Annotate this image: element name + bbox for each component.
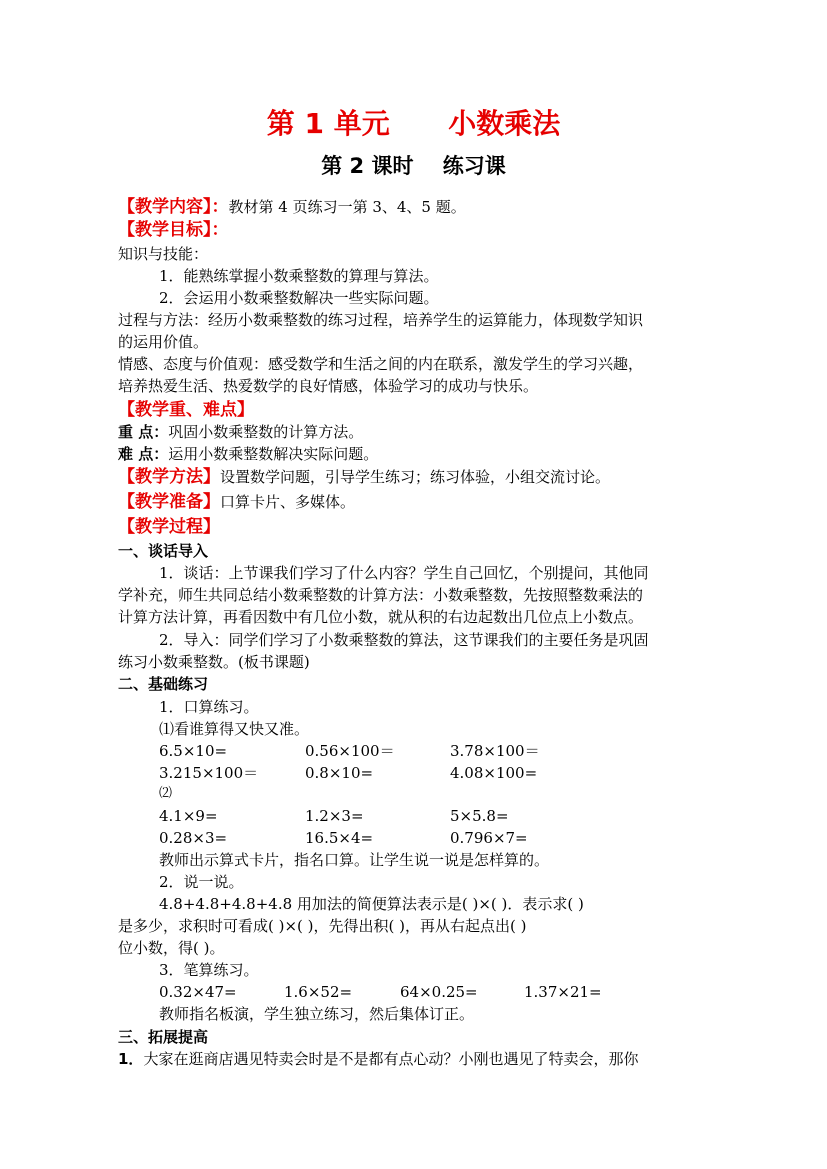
section-1-para-2-line-2: 练习小数乘整数。(板书课题)	[118, 653, 310, 671]
oral-problem: 0.56×100＝	[305, 742, 395, 760]
lesson-title: 第 2 课时 练习课	[321, 154, 506, 178]
oral-problem: 3.78×100＝	[450, 742, 540, 760]
key-point-text: 巩固小数乘整数的计算方法。	[168, 423, 364, 441]
knowledge-label: 知识与技能：	[118, 245, 209, 263]
emotion-goal-line-1: 情感、态度与价值观：感受数学和生活之间的内在联系，激发学生的学习兴趣，	[118, 355, 644, 373]
method-header	[118, 465, 610, 489]
say-line-2: 是多少，求积时可看成( )×( )，先得出积( )，再从右起点出( )	[118, 917, 527, 935]
knowledge-item-2: 2．会运用小数乘整数解决一些实际问题。	[159, 289, 439, 307]
written-problem: 0.32×47=	[159, 983, 237, 1001]
difficult-point-text: 运用小数乘整数解决实际问题。	[168, 445, 379, 463]
written-problem: 1.6×52=	[284, 983, 353, 1001]
oral-problem: 4.1×9=	[159, 807, 218, 825]
goals-header: 【教学目标】：	[118, 220, 229, 240]
oral-problem: 0.796×7=	[450, 829, 528, 847]
oral-practice-item: 1．口算练习。	[159, 698, 259, 716]
say-item: 2．说一说。	[159, 873, 244, 891]
oral-practice-sub-1: ⑴看谁算得又快又准。	[159, 720, 310, 738]
oral-problem: 16.5×4=	[305, 829, 374, 847]
section-1-para-1-line-3: 计算方法计算，再看因数中有几位小数，就从积的右边起数出几位点上小数点。	[118, 608, 644, 626]
section-3-para-1-number: 1．	[118, 1050, 144, 1068]
oral-problem: 0.8×10=	[305, 764, 374, 782]
process-goal-line-2: 的运用价值。	[118, 333, 209, 351]
difficult-point-label: 难 点：	[118, 445, 169, 463]
prep-text: 口算卡片、多媒体。	[220, 493, 356, 511]
key-point-label: 重 点：	[118, 423, 169, 441]
difficult-point-line	[118, 443, 378, 465]
say-line-3: 位小数，得( )。	[118, 939, 225, 957]
oral-problem: 5×5.8=	[450, 807, 509, 825]
written-problem: 64×0.25=	[400, 983, 478, 1001]
section-2-heading: 二、基础练习	[118, 675, 209, 693]
section-3-para-1-text: 大家在逛商店遇见特卖会时是不是都有点心动？小刚也遇见了特卖会，那你	[143, 1050, 639, 1068]
oral-problem: 4.08×100=	[450, 764, 538, 782]
process-header: 【教学过程】	[118, 517, 220, 537]
teacher-note-2: 教师指名板演，学生独立练习，然后集体订正。	[159, 1005, 475, 1023]
written-problem: 1.37×21=	[524, 983, 602, 1001]
method-text: 设置数学问题，引导学生练习；练习体验，小组交流讨论。	[220, 468, 611, 486]
section-3-heading: 三、拓展提高	[118, 1028, 209, 1046]
oral-problem: 6.5×10=	[159, 742, 228, 760]
key-point-line	[118, 421, 363, 443]
content-header-label: 【教学内容】：	[118, 197, 229, 217]
oral-problem: 3.215×100＝	[159, 764, 259, 782]
process-goal-line-1: 过程与方法：经历小数乘整数的练习过程，培养学生的运算能力，体现数学知识	[118, 311, 644, 329]
section-3-para-1	[118, 1048, 638, 1070]
content-text: 教材第 4 页练习一第 3、4、5 题。	[228, 198, 466, 216]
oral-practice-sub-2: ⑵	[159, 786, 173, 801]
key-points-header: 【教学重、难点】	[118, 400, 254, 420]
knowledge-item-1: 1．能熟练掌握小数乘整数的算理与算法。	[159, 267, 439, 285]
emotion-goal-line-2: 培养热爱生活、热爱数学的良好情感，体验学习的成功与快乐。	[118, 377, 539, 395]
oral-problem: 1.2×3=	[305, 807, 364, 825]
section-1-para-2-line-1: 2．导入：同学们学习了小数乘整数的算法，这节课我们的主要任务是巩固	[159, 631, 649, 649]
prep-header	[118, 490, 355, 514]
prep-header-label: 【教学准备】	[118, 492, 220, 512]
section-1-heading: 一、谈话导入	[118, 542, 209, 560]
content-header	[118, 195, 466, 219]
unit-title: 第 1 单元 小数乘法	[266, 107, 561, 140]
section-1-para-1-line-1: 1．谈话：上节课我们学习了什么内容？学生自己回忆，个别提问，其他同	[159, 564, 649, 582]
section-1-para-1-line-2: 学补充，师生共同总结小数乘整数的计算方法：小数乘整数，先按照整数乘法的	[118, 586, 644, 604]
oral-problem: 0.28×3=	[159, 829, 228, 847]
teacher-note-1: 教师出示算式卡片，指名口算。让学生说一说是怎样算的。	[159, 851, 550, 869]
method-header-label: 【教学方法】	[118, 467, 220, 487]
written-practice-item: 3．笔算练习。	[159, 961, 259, 979]
say-line-1: 4.8+4.8+4.8+4.8 用加法的简便算法表示是( )×( )．表示求( )	[159, 895, 584, 913]
